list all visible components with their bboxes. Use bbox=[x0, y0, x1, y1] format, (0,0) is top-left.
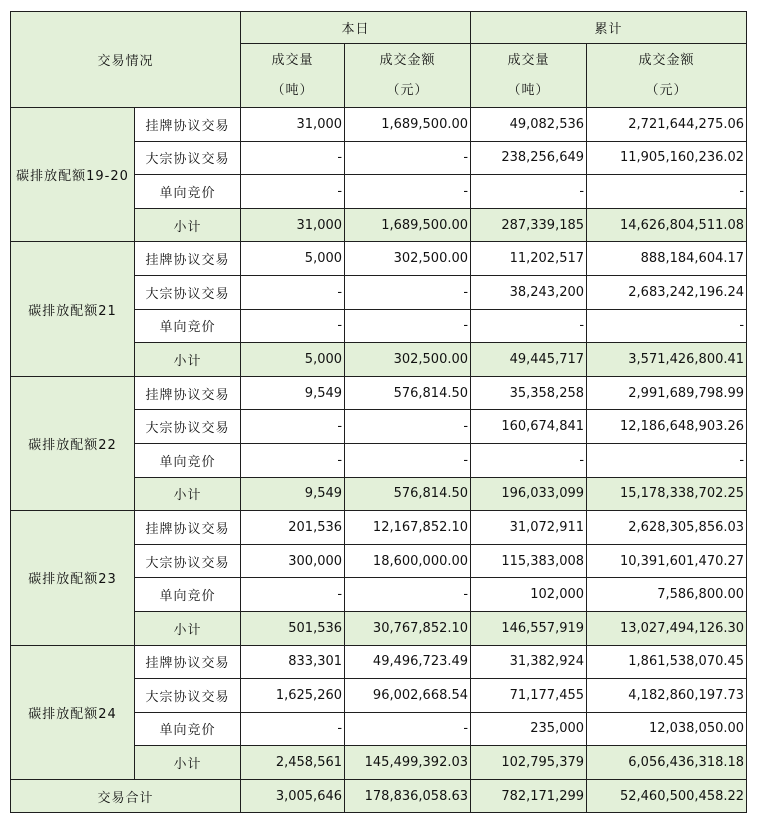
today-volume-cell: 501,536 bbox=[241, 611, 345, 645]
header-today-amount: 成交金额 （元） bbox=[345, 44, 471, 108]
cum-amount-cell: 6,056,436,318.18 bbox=[587, 746, 747, 780]
cum-volume-cell: 49,082,536 bbox=[471, 108, 587, 142]
today-amount-cell: 1,689,500.00 bbox=[345, 208, 471, 242]
cum-amount-cell: 2,991,689,798.99 bbox=[587, 376, 747, 410]
today-amount-cell: 1,689,500.00 bbox=[345, 108, 471, 142]
today-volume-cell: 833,301 bbox=[241, 645, 345, 679]
today-amount-cell: - bbox=[345, 443, 471, 477]
trade-type: 挂牌协议交易 bbox=[135, 511, 241, 545]
trade-type: 单向竞价 bbox=[135, 309, 241, 343]
trade-type: 大宗协议交易 bbox=[135, 410, 241, 444]
today-volume-cell: 9,549 bbox=[241, 477, 345, 511]
today-volume-cell: 5,000 bbox=[241, 242, 345, 276]
today-volume-cell: - bbox=[241, 712, 345, 746]
cum-volume-cell: 146,557,919 bbox=[471, 611, 587, 645]
today-amount-cell: 576,814.50 bbox=[345, 376, 471, 410]
cum-amount-cell: 1,861,538,070.45 bbox=[587, 645, 747, 679]
header-cum-amount: 成交金额 （元） bbox=[587, 44, 747, 108]
cum-amount-cell: - bbox=[587, 309, 747, 343]
trade-type: 挂牌协议交易 bbox=[135, 242, 241, 276]
cum-amount-cell: - bbox=[587, 175, 747, 209]
today-amount-cell: 576,814.50 bbox=[345, 477, 471, 511]
today-volume-cell: 1,625,260 bbox=[241, 679, 345, 713]
subtotal-label: 小计 bbox=[135, 343, 241, 377]
trade-type: 大宗协议交易 bbox=[135, 141, 241, 175]
cum-volume-cell: 115,383,008 bbox=[471, 544, 587, 578]
group-name: 碳排放配额21 bbox=[11, 242, 135, 376]
cum-volume-cell: - bbox=[471, 443, 587, 477]
total-today-volume: 3,005,646 bbox=[241, 779, 345, 813]
cum-volume-cell: 287,339,185 bbox=[471, 208, 587, 242]
today-volume-cell: 5,000 bbox=[241, 343, 345, 377]
cum-volume-cell: 35,358,258 bbox=[471, 376, 587, 410]
total-cum-volume: 782,171,299 bbox=[471, 779, 587, 813]
today-volume-cell: 31,000 bbox=[241, 108, 345, 142]
subtotal-label: 小计 bbox=[135, 477, 241, 511]
table-body bbox=[11, 108, 747, 780]
today-amount-cell: 12,167,852.10 bbox=[345, 511, 471, 545]
today-amount-cell: - bbox=[345, 712, 471, 746]
cum-amount-cell: 2,628,305,856.03 bbox=[587, 511, 747, 545]
table-row bbox=[11, 242, 747, 276]
cum-volume-cell: 11,202,517 bbox=[471, 242, 587, 276]
subtotal-label: 小计 bbox=[135, 208, 241, 242]
today-amount-cell: 145,499,392.03 bbox=[345, 746, 471, 780]
trading-summary-table bbox=[10, 11, 747, 813]
subtotal-label: 小计 bbox=[135, 611, 241, 645]
total-label: 交易合计 bbox=[11, 779, 241, 813]
cum-volume-cell: 49,445,717 bbox=[471, 343, 587, 377]
cum-amount-cell: 14,626,804,511.08 bbox=[587, 208, 747, 242]
cum-amount-cell: 3,571,426,800.41 bbox=[587, 343, 747, 377]
today-amount-cell: - bbox=[345, 578, 471, 612]
cum-volume-cell: 102,795,379 bbox=[471, 746, 587, 780]
group-name: 碳排放配额23 bbox=[11, 511, 135, 645]
today-volume-cell: - bbox=[241, 175, 345, 209]
subtotal-label: 小计 bbox=[135, 746, 241, 780]
cum-volume-cell: 235,000 bbox=[471, 712, 587, 746]
trade-type: 大宗协议交易 bbox=[135, 275, 241, 309]
today-volume-cell: 2,458,561 bbox=[241, 746, 345, 780]
cum-amount-cell: 888,184,604.17 bbox=[587, 242, 747, 276]
today-volume-cell: - bbox=[241, 443, 345, 477]
cum-volume-cell: 31,382,924 bbox=[471, 645, 587, 679]
cum-volume-cell: 38,243,200 bbox=[471, 275, 587, 309]
trade-type: 大宗协议交易 bbox=[135, 679, 241, 713]
cum-volume-cell: 71,177,455 bbox=[471, 679, 587, 713]
trade-type: 单向竞价 bbox=[135, 712, 241, 746]
today-amount-cell: - bbox=[345, 175, 471, 209]
today-amount-cell: 18,600,000.00 bbox=[345, 544, 471, 578]
group-name: 碳排放配额24 bbox=[11, 645, 135, 779]
today-volume-cell: 9,549 bbox=[241, 376, 345, 410]
today-amount-cell: - bbox=[345, 275, 471, 309]
today-volume-cell: - bbox=[241, 141, 345, 175]
header-category: 交易情况 bbox=[11, 12, 241, 108]
today-amount-cell: 96,002,668.54 bbox=[345, 679, 471, 713]
today-amount-cell: - bbox=[345, 410, 471, 444]
trade-type: 挂牌协议交易 bbox=[135, 108, 241, 142]
cum-amount-cell: 2,721,644,275.06 bbox=[587, 108, 747, 142]
table-row bbox=[11, 108, 747, 142]
trade-type: 挂牌协议交易 bbox=[135, 645, 241, 679]
header-today-volume: 成交量 （吨） bbox=[241, 44, 345, 108]
cum-amount-cell: 12,038,050.00 bbox=[587, 712, 747, 746]
cum-amount-cell: 4,182,860,197.73 bbox=[587, 679, 747, 713]
today-amount-cell: 49,496,723.49 bbox=[345, 645, 471, 679]
total-today-amount: 178,836,058.63 bbox=[345, 779, 471, 813]
cum-amount-cell: 10,391,601,470.27 bbox=[587, 544, 747, 578]
cum-amount-cell: - bbox=[587, 443, 747, 477]
trade-type: 单向竞价 bbox=[135, 578, 241, 612]
cum-amount-cell: 2,683,242,196.24 bbox=[587, 275, 747, 309]
trade-type: 单向竞价 bbox=[135, 175, 241, 209]
today-amount-cell: - bbox=[345, 309, 471, 343]
cum-volume-cell: 31,072,911 bbox=[471, 511, 587, 545]
group-name: 碳排放配额19-20 bbox=[11, 108, 135, 242]
trade-type: 单向竞价 bbox=[135, 443, 241, 477]
cum-amount-cell: 7,586,800.00 bbox=[587, 578, 747, 612]
cum-amount-cell: 13,027,494,126.30 bbox=[587, 611, 747, 645]
today-volume-cell: 31,000 bbox=[241, 208, 345, 242]
cum-amount-cell: 12,186,648,903.26 bbox=[587, 410, 747, 444]
header-cum-volume: 成交量 （吨） bbox=[471, 44, 587, 108]
header-today: 本日 bbox=[241, 12, 471, 44]
today-amount-cell: - bbox=[345, 141, 471, 175]
today-volume-cell: - bbox=[241, 275, 345, 309]
table-row bbox=[11, 511, 747, 545]
today-volume-cell: - bbox=[241, 578, 345, 612]
cum-volume-cell: 102,000 bbox=[471, 578, 587, 612]
trade-type: 大宗协议交易 bbox=[135, 544, 241, 578]
total-cum-amount: 52,460,500,458.22 bbox=[587, 779, 747, 813]
cum-volume-cell: 238,256,649 bbox=[471, 141, 587, 175]
cum-volume-cell: 160,674,841 bbox=[471, 410, 587, 444]
cum-volume-cell: - bbox=[471, 309, 587, 343]
today-volume-cell: - bbox=[241, 309, 345, 343]
cum-amount-cell: 11,905,160,236.02 bbox=[587, 141, 747, 175]
today-amount-cell: 30,767,852.10 bbox=[345, 611, 471, 645]
header-cumulative: 累计 bbox=[471, 12, 747, 44]
cum-volume-cell: 196,033,099 bbox=[471, 477, 587, 511]
cum-volume-cell: - bbox=[471, 175, 587, 209]
today-volume-cell: 201,536 bbox=[241, 511, 345, 545]
group-name: 碳排放配额22 bbox=[11, 376, 135, 510]
today-volume-cell: - bbox=[241, 410, 345, 444]
total-row bbox=[11, 779, 747, 813]
table-row bbox=[11, 376, 747, 410]
trade-type: 挂牌协议交易 bbox=[135, 376, 241, 410]
today-amount-cell: 302,500.00 bbox=[345, 242, 471, 276]
today-volume-cell: 300,000 bbox=[241, 544, 345, 578]
cum-amount-cell: 15,178,338,702.25 bbox=[587, 477, 747, 511]
table-row bbox=[11, 645, 747, 679]
today-amount-cell: 302,500.00 bbox=[345, 343, 471, 377]
